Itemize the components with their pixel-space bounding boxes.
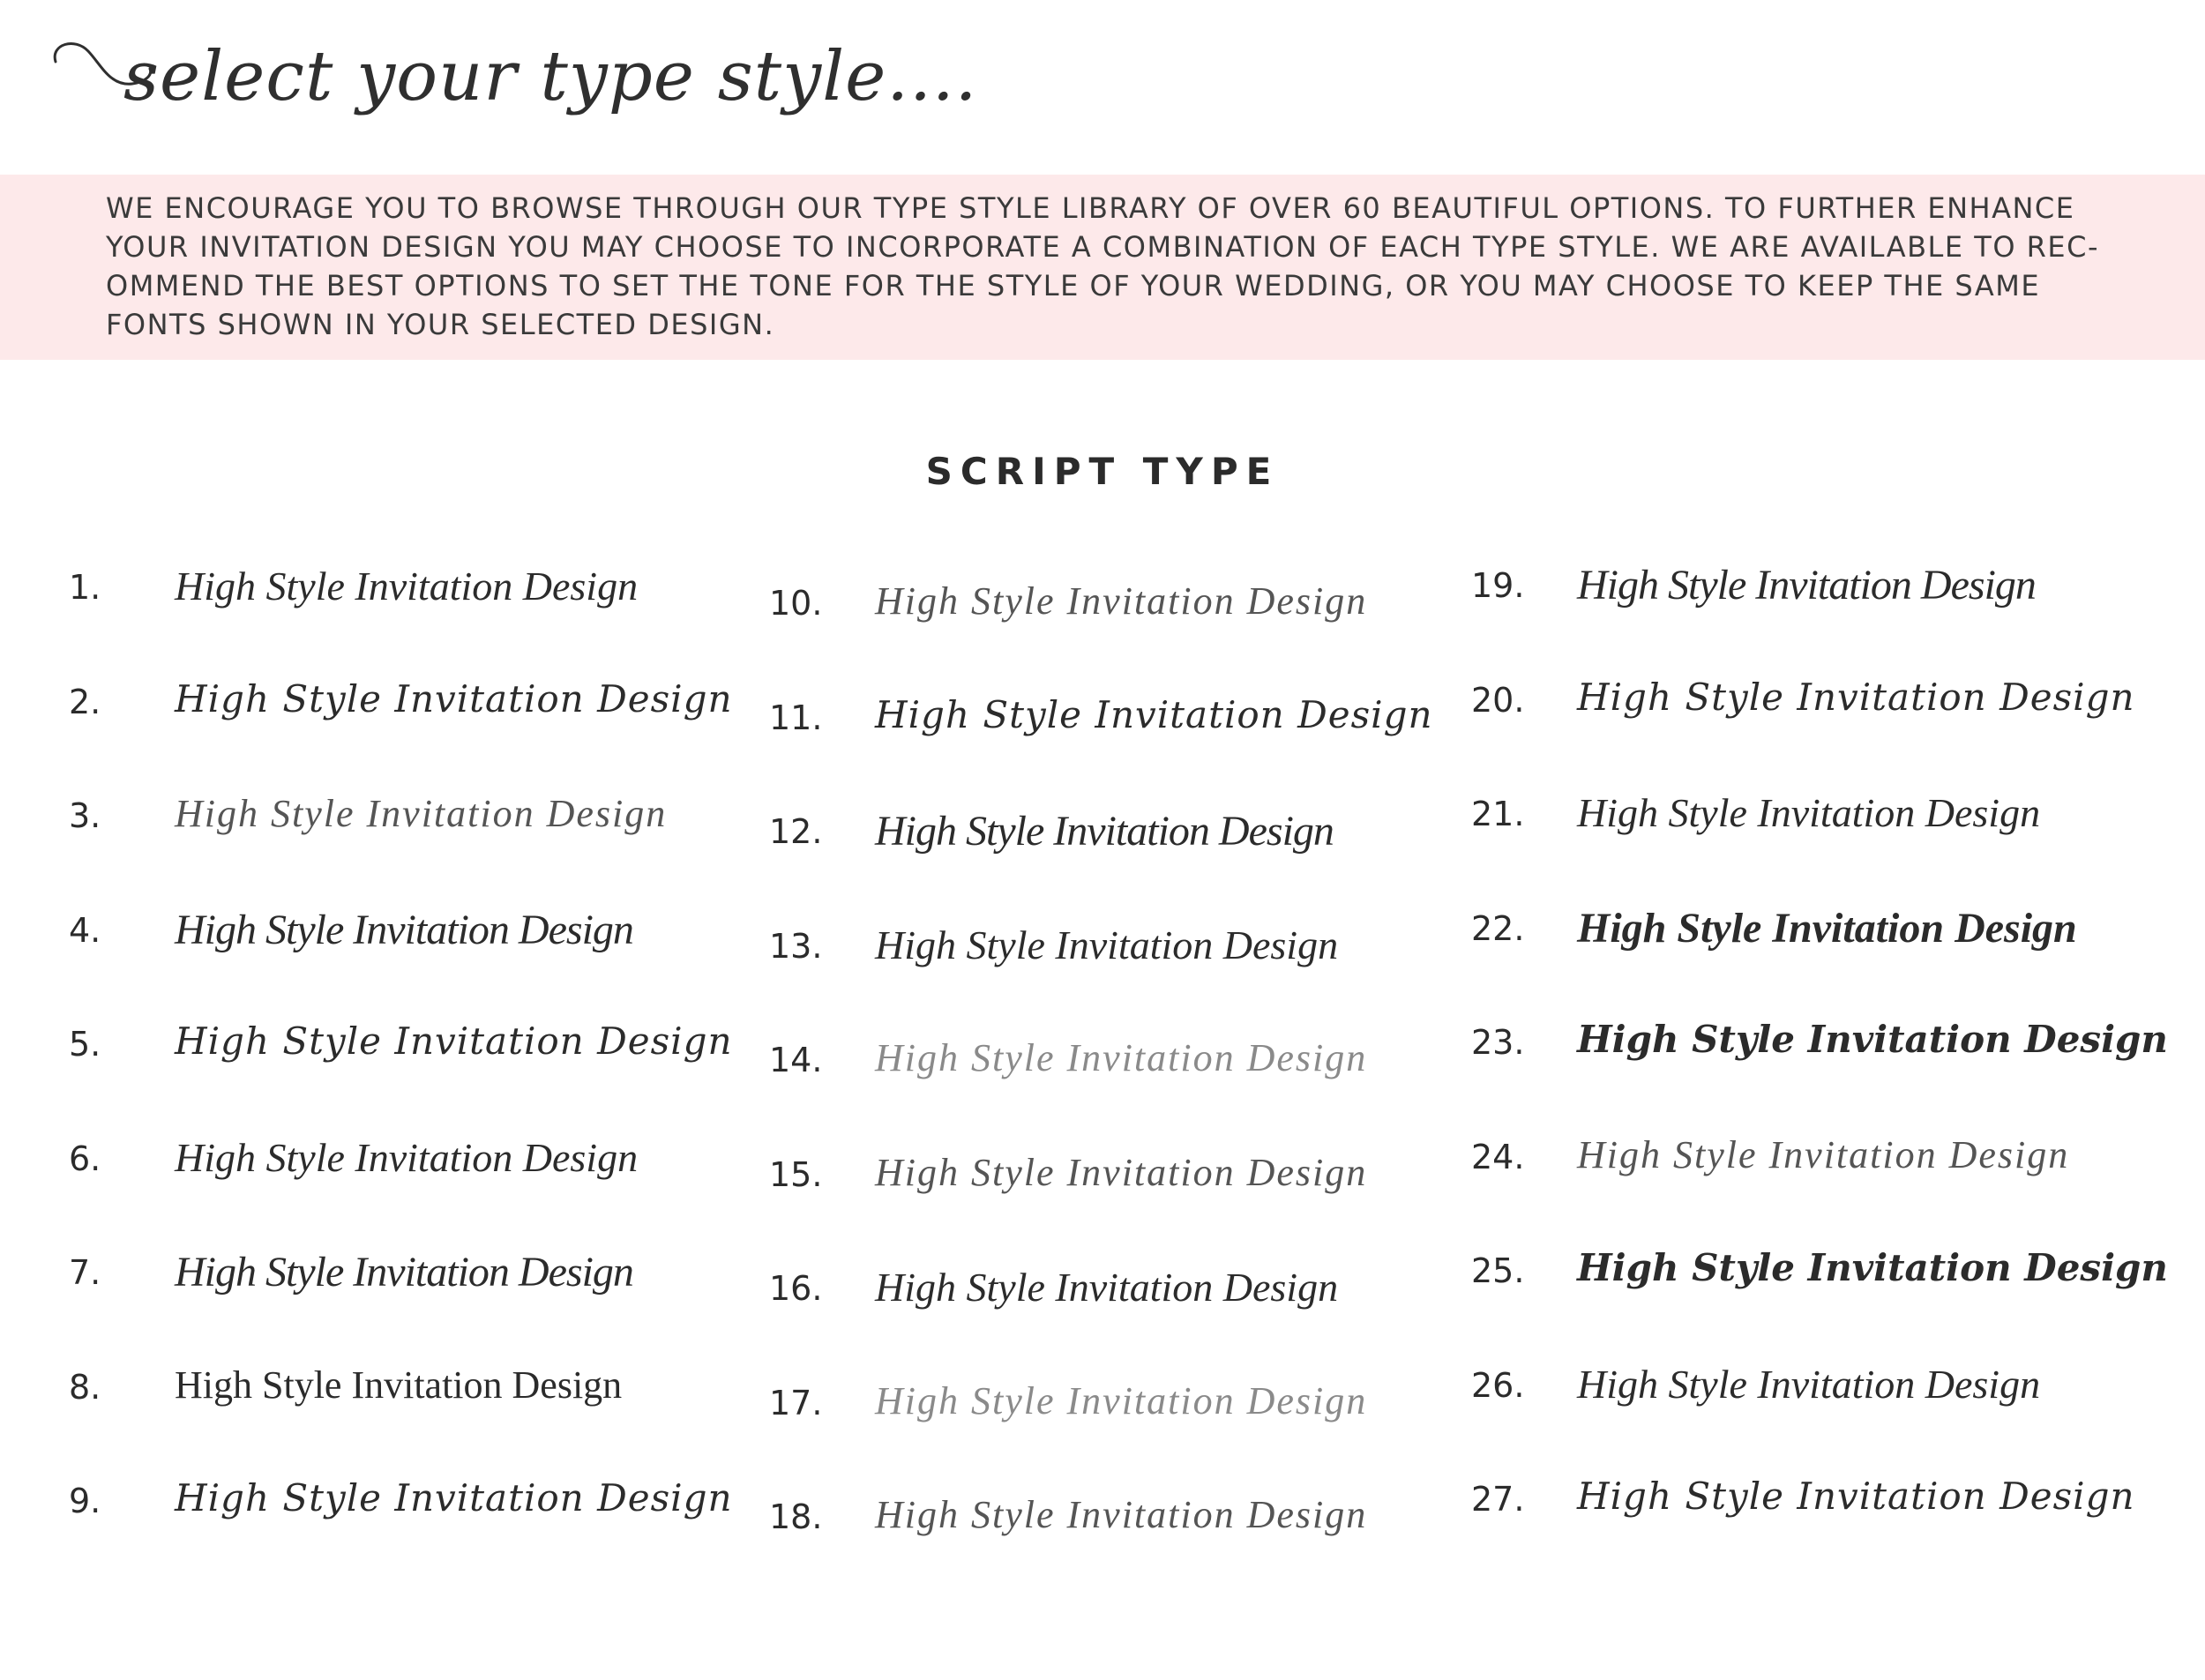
option-number: 9. [69, 1482, 101, 1520]
option-number: 19. [1471, 566, 1525, 605]
option-sample: High Style Invitation Design [175, 1249, 633, 1295]
option-sample: High Style Invitation Design [1577, 675, 2135, 719]
option-number: 8. [69, 1367, 101, 1407]
option-sample: High Style Invitation Design [875, 808, 1334, 855]
type-style-option[interactable] [1471, 782, 2159, 897]
type-style-option[interactable] [69, 1127, 757, 1242]
option-sample: High Style Invitation Design [875, 1265, 1339, 1310]
option-sample: High Style Invitation Design [1577, 562, 2036, 609]
option-sample: High Style Invitation Design [175, 1363, 623, 1407]
option-sample: High Style Invitation Design [1577, 1246, 2168, 1289]
option-sample: High Style Invitation Design [875, 1493, 1368, 1536]
option-sample: High Style Invitation Design [175, 1019, 733, 1063]
type-style-column-1 [69, 556, 757, 1584]
option-sample: High Style Invitation Design [875, 1150, 1368, 1194]
type-style-option[interactable] [769, 1028, 1457, 1143]
option-sample: High Style Invitation Design [875, 579, 1368, 623]
option-number: 14. [769, 1041, 823, 1079]
type-style-option[interactable] [769, 686, 1457, 801]
option-sample: High Style Invitation Design [1577, 1018, 2168, 1061]
option-number: 3. [69, 796, 101, 835]
type-style-option[interactable] [69, 1355, 757, 1470]
type-style-option[interactable] [1471, 1011, 2168, 1125]
type-style-option[interactable] [69, 1012, 757, 1127]
type-style-option[interactable] [1471, 897, 2159, 1012]
option-number: 2. [69, 682, 101, 721]
type-style-option[interactable] [769, 1485, 1457, 1600]
type-style-option[interactable] [69, 1469, 757, 1584]
option-sample: High Style Invitation Design [175, 564, 639, 609]
page-title: select your type style.... [123, 37, 978, 116]
option-number: 16. [769, 1269, 823, 1308]
intro-paragraph: WE ENCOURAGE YOU TO BROWSE THROUGH OUR TYPE STYLE LIBRARY OF OVER 60 BEAUTIFUL OPTIONS. TO FURTHER ENHANCE YOUR INVITATION DESIGN YOU MAY CHOOSE TO INCORPORATE A COMBINATION OF EACH TYPE STYLE. WE ARE AVAILABLE TO REC-OMMEND THE BEST OPTIONS TO SET THE TONE FOR THE STYLE OF YOUR WEDDING, OR YOU MAY CHOOSE TO KEEP THE SAME FONTS SHOWN IN YOUR SELECTED DESIGN. [106, 191, 2100, 341]
option-number: 6. [69, 1139, 101, 1178]
option-number: 24. [1471, 1137, 1525, 1176]
option-number: 13. [769, 926, 823, 966]
type-style-option[interactable] [769, 1143, 1457, 1258]
type-style-option[interactable] [1471, 554, 2159, 668]
option-number: 25. [1471, 1251, 1525, 1290]
option-sample: High Style Invitation Design [175, 906, 633, 953]
option-number: 27. [1471, 1480, 1525, 1519]
type-style-option[interactable] [769, 1257, 1457, 1371]
option-sample: High Style Invitation Design [175, 1476, 733, 1519]
option-number: 5. [69, 1025, 101, 1064]
option-number: 17. [769, 1383, 823, 1422]
option-number: 20. [1471, 680, 1525, 720]
option-number: 26. [1471, 1365, 1525, 1405]
type-style-option[interactable] [769, 571, 1457, 686]
option-number: 10. [769, 584, 823, 623]
type-style-option[interactable] [69, 1241, 757, 1355]
type-style-column-3 [1471, 554, 2168, 1582]
type-style-column-2 [769, 571, 1457, 1600]
type-style-option[interactable] [69, 556, 757, 670]
option-number: 1. [69, 568, 101, 607]
option-sample: High Style Invitation Design [875, 1378, 1368, 1422]
option-number: 12. [769, 812, 823, 851]
option-number: 21. [1471, 795, 1525, 833]
section-title: SCRIPT TYPE [925, 450, 1280, 493]
option-sample: High Style Invitation Design [1577, 1132, 2070, 1176]
option-sample: High Style Invitation Design [175, 676, 733, 721]
type-style-option[interactable] [1471, 1239, 2168, 1354]
option-sample: High Style Invitation Design [875, 692, 1433, 736]
type-style-option[interactable] [1471, 1467, 2159, 1582]
option-number: 22. [1471, 908, 1525, 948]
option-sample: High Style Invitation Design [1577, 1475, 2135, 1518]
option-number: 23. [1471, 1023, 1525, 1062]
type-style-option[interactable] [69, 899, 757, 1013]
option-sample: High Style Invitation Design [1577, 1361, 2041, 1407]
option-sample: High Style Invitation Design [875, 922, 1339, 967]
option-sample: High Style Invitation Design [1577, 790, 2041, 835]
type-style-option[interactable] [69, 784, 757, 899]
type-style-option[interactable] [769, 915, 1457, 1029]
option-sample: High Style Invitation Design [1577, 904, 2077, 952]
option-number: 11. [769, 698, 823, 737]
option-number: 18. [769, 1497, 823, 1536]
type-style-option[interactable] [69, 670, 757, 785]
option-number: 4. [69, 910, 101, 950]
option-sample: High Style Invitation Design [175, 792, 668, 835]
type-style-option[interactable] [1471, 1125, 2159, 1240]
type-style-option[interactable] [1471, 1354, 2159, 1468]
option-sample: High Style Invitation Design [175, 1134, 639, 1180]
option-sample: High Style Invitation Design [875, 1036, 1368, 1079]
type-style-option[interactable] [1471, 668, 2159, 783]
type-style-option[interactable] [769, 800, 1457, 915]
option-number: 7. [69, 1253, 101, 1292]
type-style-option[interactable] [769, 1371, 1457, 1486]
option-number: 15. [769, 1154, 823, 1194]
